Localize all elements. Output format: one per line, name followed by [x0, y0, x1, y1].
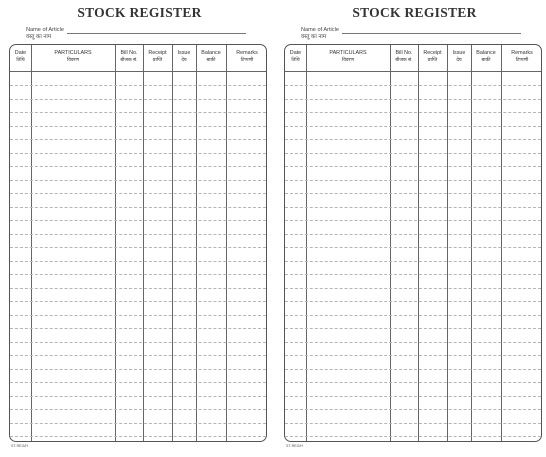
ruled-line [285, 234, 541, 235]
ruled-line [285, 301, 541, 302]
ruled-line [285, 436, 541, 437]
ruled-line [10, 288, 266, 289]
column-header-remarks: Remarks टिप्पणी [511, 50, 533, 63]
article-label: Name of Article [301, 27, 339, 33]
column-header-receipt: Receipt प्राप्ति [423, 50, 442, 63]
register-page-left [8, 0, 271, 457]
article-field [26, 27, 246, 40]
ruled-line [10, 301, 266, 302]
column-header-balance: Balance बाकी [476, 50, 496, 63]
ruled-line [285, 220, 541, 221]
ruled-line [285, 99, 541, 100]
article-input-line[interactable] [67, 28, 246, 34]
ruled-line [285, 355, 541, 356]
ruled-line [285, 126, 541, 127]
ruled-line [285, 382, 541, 383]
ruled-line [285, 369, 541, 370]
ruled-line [285, 261, 541, 262]
ruled-line [10, 220, 266, 221]
column-header-balance: Balance बाकी [201, 50, 221, 63]
ruled-line [10, 315, 266, 316]
ruled-line [10, 153, 266, 154]
ruled-line [285, 315, 541, 316]
ruled-line [10, 234, 266, 235]
column-header-date: Date तिथि [289, 50, 302, 63]
ruled-line [10, 139, 266, 140]
column-header-particulars: PARTICULARS विवरण [54, 50, 92, 63]
column-header-date: Date तिथि [14, 50, 27, 63]
column-header-bill-no: Bill No. बीजक सं. [120, 50, 138, 63]
column-header-remarks: Remarks टिप्पणी [236, 50, 258, 63]
ruled-line [10, 382, 266, 383]
ruled-line [10, 423, 266, 424]
ruled-line [285, 409, 541, 410]
ruled-line [10, 126, 266, 127]
column-header-bill-no: Bill No. बीजक सं. [395, 50, 413, 63]
column-header-receipt: Receipt प्राप्ति [148, 50, 167, 63]
ruled-line [285, 247, 541, 248]
ruled-line [10, 85, 266, 86]
ruled-line [10, 261, 266, 262]
article-label-hindi: वस्तु का नाम [26, 33, 52, 40]
ruled-line [10, 207, 266, 208]
ruled-line [285, 153, 541, 154]
ruled-line [285, 180, 541, 181]
column-header-particulars: PARTICULARS विवरण [329, 50, 367, 63]
ruled-line [285, 166, 541, 167]
ruled-line [10, 166, 266, 167]
ruled-line [10, 342, 266, 343]
ruled-line [10, 369, 266, 370]
register-table [284, 44, 542, 442]
ruled-line [10, 355, 266, 356]
ruled-line [10, 396, 266, 397]
ruled-line [285, 288, 541, 289]
article-input-line[interactable] [342, 28, 521, 34]
ruled-line [10, 409, 266, 410]
ruled-line [285, 274, 541, 275]
ruled-line [285, 193, 541, 194]
article-label-hindi: वस्तु का नाम [301, 33, 327, 40]
ruled-line [285, 207, 541, 208]
article-label: Name of Article [26, 27, 64, 33]
register-table [9, 44, 267, 442]
footer-code: ST-REG/H [286, 444, 303, 448]
ruled-line [10, 180, 266, 181]
ruled-line [285, 342, 541, 343]
article-field [301, 27, 521, 40]
column-header-issue: Issue देय [177, 50, 191, 63]
column-header-issue: Issue देय [452, 50, 466, 63]
ruled-line [10, 193, 266, 194]
ruled-line [285, 139, 541, 140]
ruled-line [285, 328, 541, 329]
footer-code: ST-REG/H [11, 444, 28, 448]
ruled-line [10, 99, 266, 100]
page-title: STOCK REGISTER [77, 5, 202, 20]
ruled-line [285, 423, 541, 424]
ruled-line [10, 328, 266, 329]
ruled-line [285, 85, 541, 86]
ruled-line [285, 396, 541, 397]
ruled-line [285, 112, 541, 113]
page-title: STOCK REGISTER [352, 5, 477, 20]
register-page-right [283, 0, 546, 457]
ruled-line [10, 274, 266, 275]
ruled-line [10, 112, 266, 113]
ruled-line [10, 247, 266, 248]
ruled-line [10, 436, 266, 437]
